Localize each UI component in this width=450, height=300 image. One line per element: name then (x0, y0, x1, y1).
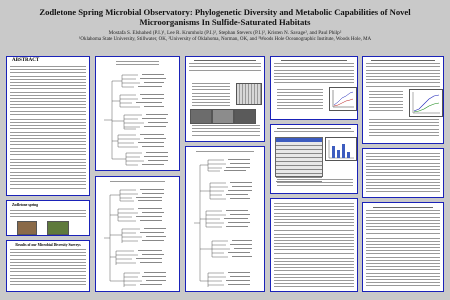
summary-panel (362, 148, 444, 198)
poster-header (0, 0, 450, 62)
gel-image (236, 83, 262, 105)
results-panel-top (185, 56, 265, 142)
spring-photo (17, 221, 37, 235)
phylogenetic-tree-2 (102, 187, 176, 289)
phylogenetic-tree-3 (192, 157, 262, 289)
results-text-left (189, 83, 233, 109)
acknowledgements-panel (362, 202, 444, 292)
growth-curve (409, 89, 443, 117)
micrograph-1 (190, 109, 212, 124)
chemistry-text (274, 89, 326, 111)
phylogenetic-tree-1 (102, 71, 176, 169)
isolates-caption (366, 119, 442, 138)
tree-panel-3 (185, 146, 265, 292)
data-table (275, 137, 323, 177)
table-caption (274, 179, 356, 189)
results-bottom-heading: Results of our Microbial Diversity Surveys (15, 243, 81, 247)
table-panel (270, 124, 358, 194)
chemistry-panel (270, 56, 358, 120)
line-graph (329, 87, 357, 111)
sampling-heading: Zodletone spring (12, 203, 39, 207)
abstract-body (7, 63, 89, 189)
abstract-heading: ABSTRACT (12, 58, 40, 63)
abstract-panel (6, 56, 90, 196)
poster-affiliations: ¹Oklahoma State University, Stillwater, OK, ²University of Oklahoma, Norman, OK, and ³Woods Hole Oceanographic Institute, Woods Hole, MA (78, 36, 372, 42)
micrograph-3 (234, 109, 256, 124)
sampling-panel (6, 200, 90, 236)
site-photo (47, 221, 69, 235)
poster-title: Zodletone Spring Microbial Observatory: Phylogenetic Diversity and Metabolic Capabilities of Novel Microorganisms In Sulfide-Saturated Habitats (39, 7, 411, 27)
conclusions-panel (270, 198, 358, 292)
tree-panel-1 (95, 56, 180, 171)
isolates-panel (362, 56, 444, 144)
micrograph-2 (212, 109, 234, 124)
results-bottom-left-panel (6, 240, 90, 292)
tree-panel-2 (95, 176, 180, 292)
bar-graph (325, 137, 357, 161)
isolates-text (366, 91, 406, 113)
poster-authors: Mostafa S. Elshahed (P.I.)¹, Lee R. Krumholz (P.I.)², Stephan Stevers (P.I.)², Kristen N. Savage², and Paul Philp² (108, 30, 342, 36)
results-caption (189, 125, 263, 138)
